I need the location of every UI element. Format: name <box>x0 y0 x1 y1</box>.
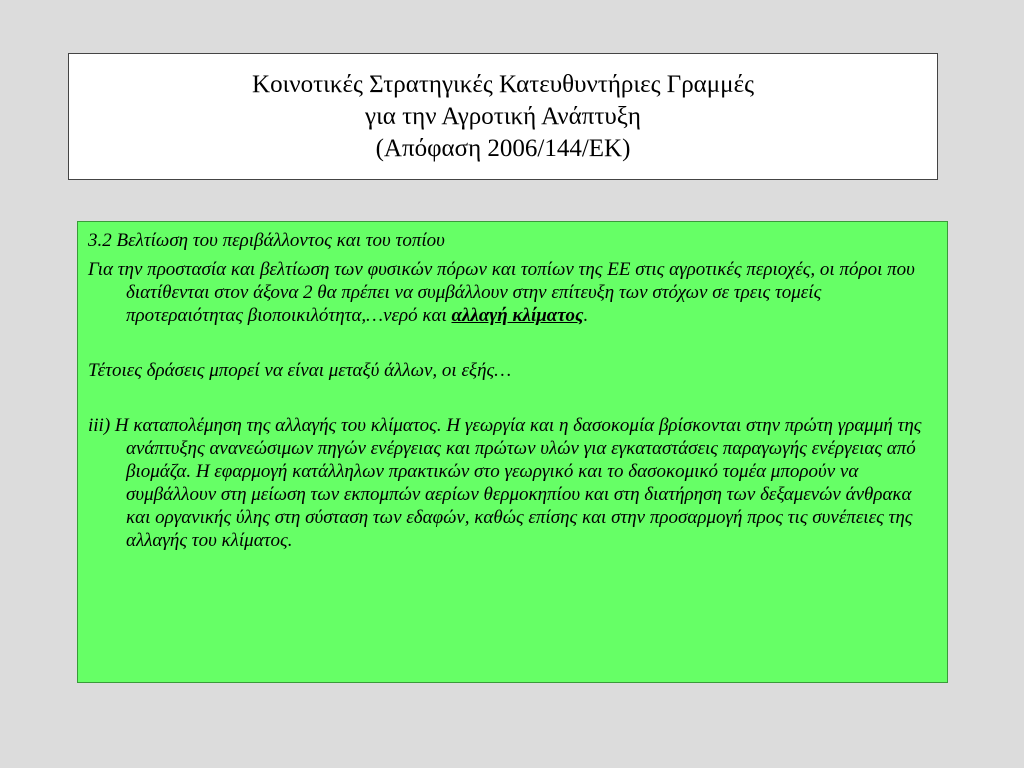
title-line-3: (Απόφαση 2006/144/ΕΚ) <box>375 134 631 162</box>
paragraph-climate-change: iii) Η καταπολέμηση της αλλαγής του κλίματος. Η γεωργία και η δασοκομία βρίσκονται στην πρώτη γραμμή της ανάπτυξης ανανεώσιμων πηγών ενέργειας και πρώτων υλών για εγκαταστάσεις παραγωγής ενέργειας από βιομάζα. Η εφαρμογή κατάλληλων πρακτικών στο γεωργικό και το δασοκομικό τομέα μπορούν να συμβάλλουν στη μείωση των εκπομπών αερίων θερμοκηπίου και στη διατήρηση των δεξαμενών άνθρακα και οργανικής ύλης στη σύσταση των εδαφών, καθώς επίσης και στην προσαρμογή προς τις συνέπειες της αλλαγής του κλίματος. <box>88 415 922 551</box>
paragraph-priorities-text: Για την προστασία και βελτίωση των φυσικών πόρων και τοπίων της ΕΕ στις αγροτικές περιοχές, οι πόροι που διατίθενται στον άξονα 2 θα πρέπει να συμβάλλουν στην επίτευξη των στόχων σε τρεις τομείς προτεραιότητας βιοποικιλότητα,…νερό και <box>88 259 915 326</box>
section-heading: 3.2 Βελτίωση του περιβάλλοντος και του τοπίου <box>88 230 445 251</box>
climate-change-emphasis: αλλαγή κλίματος <box>451 305 584 326</box>
content-box <box>77 221 948 683</box>
title-line-2: για την Αγροτική Ανάπτυξη <box>365 102 641 130</box>
paragraph-priorities <box>88 258 939 327</box>
paragraph-actions-intro: Τέτοιες δράσεις μπορεί να είναι μεταξύ άλλων, οι εξής… <box>88 360 512 381</box>
title-line-1: Κοινοτικές Στρατηγικές Κατευθυντήριες Γραμμές <box>252 70 754 98</box>
paragraph-priorities-end: . <box>583 305 589 326</box>
title-box <box>68 53 938 180</box>
